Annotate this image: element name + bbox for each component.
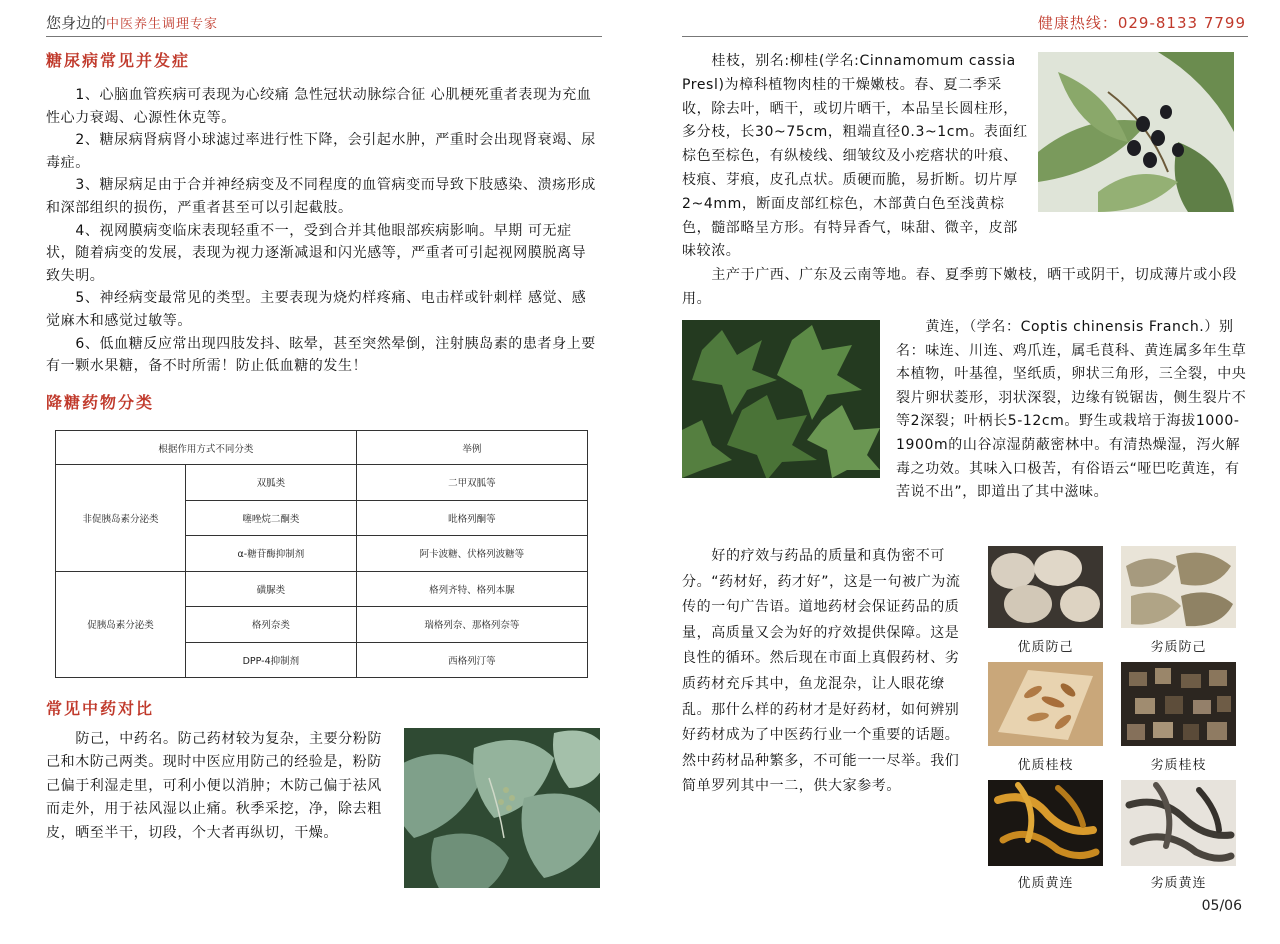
header-rule-left [46, 36, 602, 37]
label-good-fangji: 优质防己 [1017, 640, 1074, 655]
label-bad-huanglian: 劣质黄连 [1150, 876, 1207, 891]
table-cell-example: 阿卡波糖、伏格列波糖等 [356, 536, 587, 572]
header-tagline [46, 12, 218, 33]
table-cell-type: 双胍类 [186, 465, 357, 501]
table-cell-example: 吡格列酮等 [356, 500, 587, 536]
fangji-text: 防己，中药名。防己药材较为复杂，主要分粉防己和木防己两类。现时中医应用防己的经验是，粉防己偏于利湿走里，可利小便以消肿；木防己偏于祛风而走外，用于祛风湿以止痛。秋季采挖，净，除去粗皮，晒至半干，切段，个大者再纵切，干燥。 [46, 731, 382, 841]
complications-list [46, 84, 600, 378]
drug-classification-table [55, 430, 588, 678]
complication-item: 6、低血糖反应常出现四肢发抖、眩晕，甚至突然晕倒，注射胰岛素的患者身上要有一颗水果糖，备不时所需！防止低血糖的发生！ [46, 335, 596, 375]
table-header-classification: 根据作用方式不同分类 [56, 431, 357, 465]
section-title-herb-comparison: 常见中药对比 [46, 699, 155, 718]
table-row [56, 465, 588, 501]
good-huanglian-photo [988, 780, 1103, 866]
table-cell-type: 格列奈类 [186, 607, 357, 643]
huanglian-inferior-icon [1121, 780, 1236, 866]
guizhi-paragraph [682, 50, 1248, 312]
complication-item: 3、糖尿病足由于合并神经病变及不同程度的血管病变而导致下肢感染、溃疡形成和深部组织的损伤，严重者甚至可以引起截肢。 [46, 177, 596, 216]
section-title-drug-classes: 降糖药物分类 [46, 393, 155, 412]
table-group-name: 非促胰岛素分泌类 [56, 465, 186, 572]
fangji-leaf-icon [404, 728, 600, 888]
table-cell-example: 格列齐特、格列本脲 [356, 571, 587, 607]
label-good-guizhi: 优质桂枝 [1017, 758, 1074, 773]
complication-item: 1、心脑血管疾病可表现为心绞痛 急性冠状动脉综合征 心肌梗死重者表现为充血性心力衰竭、心源性休克等。 [46, 87, 592, 126]
huanglian-root-icon [988, 780, 1103, 866]
quality-text: 好的疗效与药品的质量和真伪密不可分。“药材好，药才好”，这是一句被广为流传的一句广告语。道地药材会保证药品的质量，高质量又会为好的疗效提供保障。这是良性的循环。然后现在市面上真假药材、劣质药材充斥其中，鱼龙混杂，让人眼花缭乱。那什么样的药材才是好药材，如何辨别好药材成为了中医药行业一个重要的话题。然中药材品种繁多，不可能一一尽举。我们简单罗列其中一二，供大家参考。 [682, 548, 961, 795]
bad-guizhi-photo [1121, 662, 1236, 746]
guizhi-inferior-icon [1121, 662, 1236, 746]
header-rule-right [682, 36, 1248, 37]
table-cell-type: 噻唑烷二酮类 [186, 500, 357, 536]
fangji-leaf-photo [404, 728, 600, 888]
complication-item: 5、神经病变最常见的类型。主要表现为烧灼样疼痛、电击样或针刺样 感觉、感觉麻木和感觉过敏等。 [46, 290, 587, 329]
header-tagline-prefix: 您身边的 [46, 14, 107, 32]
right-page [640, 0, 1280, 944]
guizhi-tray-icon [988, 662, 1103, 746]
good-guizhi-photo [988, 662, 1103, 746]
huanglian-text: 黄连，（学名：Coptis chinensis Franch.）别名：味连、川连、鸡爪连，属毛茛科、黄连属多年生草本植物，叶基徨，坚纸质，卵状三角形，三全裂，中央裂片卵状菱形，羽状深裂，边缘有锐锯齿，侧生裂片不等2深裂；叶柄长5-12cm。野生或栽培于海拔1000-1900m的山谷凉湿荫蔽密林中。有清热燥湿，泻火解毒之功效。其味入口极苦，有俗语云“哑巴吃黄连，有苦说不出”，即道出了其中滋味。 [896, 319, 1247, 501]
section-title-complications: 糖尿病常见并发症 [46, 51, 191, 70]
table-group-name: 促胰岛素分泌类 [56, 571, 186, 678]
table-row [56, 571, 588, 607]
header-hotline: 健康热线：029-8133 7799 [1037, 14, 1246, 32]
label-good-huanglian: 优质黄连 [1017, 876, 1074, 891]
table-header-example: 举例 [356, 431, 587, 465]
header-tagline-accent: 中医养生调理专家 [106, 17, 219, 32]
label-bad-fangji: 劣质防己 [1150, 640, 1207, 655]
bad-huanglian-photo [1121, 780, 1236, 866]
bad-fangji-photo [1121, 546, 1236, 628]
label-bad-guizhi: 劣质桂枝 [1150, 758, 1207, 773]
page-number: 05/06 [1201, 898, 1242, 914]
fangji-slices-icon [988, 546, 1103, 628]
good-fangji-photo [988, 546, 1103, 628]
fangji-paragraph [46, 728, 384, 845]
quality-paragraph [682, 544, 972, 800]
complication-item: 2、糖尿病肾病肾小球滤过率进行性下降，会引起水肿，严重时会出现肾衰竭、尿毒症。 [46, 132, 596, 171]
guizhi-origin-text: 主产于广西、广东及云南等地。春、夏季剪下嫩枝，晒干或阴干，切成薄片或小段用。 [682, 267, 1237, 307]
huanglian-paragraph [682, 316, 1248, 505]
table-cell-example: 二甲双胍等 [356, 465, 587, 501]
complication-item: 4、视网膜病变临床表现轻重不一，受到合并其他眼部疾病影响。早期 可无症状，随着病变的发展，表现为视力逐渐减退和闪光感等，严重者可引起视网膜脱离导致失明。 [46, 222, 587, 284]
table-cell-type: 磺脲类 [186, 571, 357, 607]
table-cell-type: DPP-4抑制剂 [186, 642, 357, 678]
fangji-inferior-icon [1121, 546, 1236, 628]
table-cell-example: 瑞格列奈、那格列奈等 [356, 607, 587, 643]
table-cell-example: 西格列汀等 [356, 642, 587, 678]
guizhi-text: 桂枝，别名:柳桂(学名:Cinnamomum cassia Presl)为樟科植物肉桂的干燥嫩枝。春、夏二季采收，除去叶，晒干，或切片晒干，本品呈长圆柱形，多分枝，长30~75cm，粗端直径0.3~1cm。表面红棕色至棕色，有纵棱线、细皱纹及小疙瘩状的叶痕、枝痕、芽痕，皮孔点状。质硬而脆，易折断。切片厚2~4mm，断面皮部红棕色，木部黄白色至浅黄棕色，髓部略呈方形。有特异香气，味甜、微辛，皮部味较浓。 [682, 53, 1028, 260]
table-cell-type: α-糖苷酶抑制剂 [186, 536, 357, 572]
